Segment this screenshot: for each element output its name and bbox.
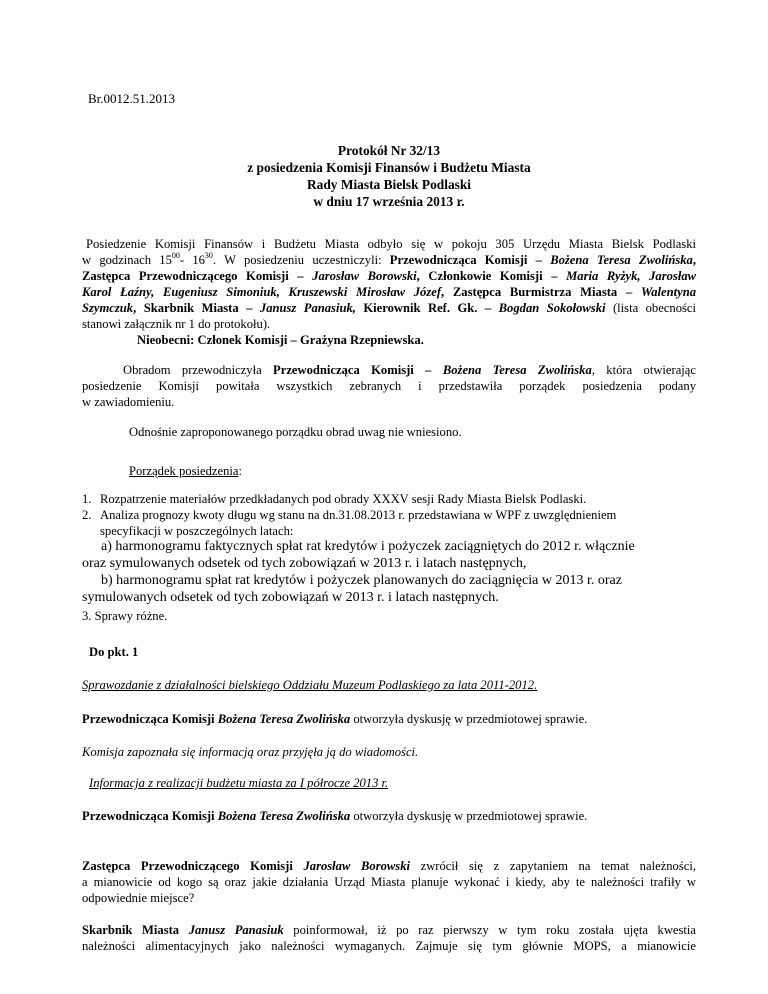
agenda-item-2: 2. Analiza prognozy kwoty długu wg stanu na dn.31.08.2013 r. przedstawiana w WPF z uwzględnieniem xyxy=(82,508,617,522)
title-line-3: Rady Miasta Bielsk Podlaski xyxy=(306,177,472,192)
section-pkt-1: Do pkt. 1 xyxy=(89,645,139,659)
intro-line-4: Karol Łaźny, Eugeniusz Simoniuk, Kruszewski Mirosław Józef, Zastępca Burmistrza Miasta – Walentyna xyxy=(82,285,696,299)
discussion-1: Przewodnicząca Komisji Bożena Teresa Zwolińska otworzyła dyskusję w przedmiotowej sprawie. xyxy=(82,712,588,726)
agenda-heading: Porządek posiedzenia: xyxy=(129,464,242,478)
title-line-2: z posiedzenia Komisji Finansów i Budżetu Miasta xyxy=(247,160,531,175)
question-line-3: odpowiednie miejsce? xyxy=(82,891,195,905)
absent-members: Nieobecni: Członek Komisji – Grażyna Rzepniewska. xyxy=(137,333,424,347)
agenda-item-2a: a) harmonogramu faktycznych spłat rat kredytów i pożyczek zaciągniętych do 2012 r. włącznie xyxy=(101,539,635,554)
answer-line-1: Skarbnik Miasta Janusz Panasiuk poinformował, iż po raz pierwszy w tym roku została ujęta kwestia xyxy=(82,923,696,937)
intro-line-6: stanowi załącznik nr 1 do protokołu). xyxy=(82,317,271,331)
discussion-2: Przewodnicząca Komisji Bożena Teresa Zwolińska otworzyła dyskusję w przedmiotowej sprawie. xyxy=(82,809,588,823)
agenda-item-2a-cont: oraz symulowanych odsetek od tych zobowiązań w 2013 r. i latach następnych, xyxy=(82,556,527,571)
title-line-4: w dniu 17 września 2013 r. xyxy=(313,194,465,209)
intro-line-3: Zastępca Przewodniczącego Komisji – Jarosław Borowski, Członkowie Komisji – Maria Ryżyk, Jarosław xyxy=(82,269,697,283)
agenda-item-2-cont: specyfikacji w poszczególnych latach: xyxy=(100,524,294,538)
question-line-2: a mianowicie od kogo są oraz jakie działania Urząd Miasta planuje wykonać i kiedy, aby te należności trafiły w xyxy=(82,875,696,889)
title-line-1: Protokół Nr 32/13 xyxy=(337,143,441,158)
agenda-item-2b: b) harmonogramu spłat rat kredytów i pożyczek planowanych do zaciągnięcia w 2013 r. oraz xyxy=(101,573,622,588)
agenda-item-2b-cont: symulowanych odsetek od tych zobowiązań w 2013 r. i latach następnych. xyxy=(82,590,499,605)
opening-line-3: w zawiadomieniu. xyxy=(82,395,175,409)
document-reference: Br.0012.51.2013 xyxy=(88,91,176,106)
intro-line-5: Szymczuk, Skarbnik Miasta – Janusz Panasiuk, Kierownik Ref. Gk. – Bogdan Sokołowski (lista obecności xyxy=(82,301,696,315)
answer-line-2: należności alimentacyjnych jako należności wymaganych. Zajmuje się tym głównie MOPS, a mianowicie xyxy=(82,939,696,953)
agenda-item-3: 3. Sprawy różne. xyxy=(82,609,168,623)
museum-report-title: Sprawozdanie z działalności bielskiego Oddziału Muzeum Podlaskiego za lata 2011-2012. xyxy=(82,678,538,692)
question-line-1: Zastępca Przewodniczącego Komisji Jarosław Borowski zwrócił się z zapytaniem na temat należności, xyxy=(82,859,696,873)
opening-line-1: Obradom przewodniczyła Przewodnicząca Komisji – Bożena Teresa Zwolińska, która otwierając xyxy=(123,363,696,377)
intro-line-1: Posiedzenie Komisji Finansów i Budżetu Miasta odbyło się w pokoju 305 Urzędu Miasta Bielsk Podlaski xyxy=(86,237,696,251)
budget-info-title: Informacja z realizacji budżetu miasta za I półrocze 2013 r. xyxy=(89,776,389,790)
acknowledged-text: Komisja zapoznała się informacją oraz przyjęła ją do wiadomości. xyxy=(82,745,419,759)
agenda-item-1: 1. Rozpatrzenie materiałów przedkładanych pod obrady XXXV sesji Rady Miasta Bielsk Podlaski. xyxy=(82,492,587,506)
intro-line-2: w godzinach $15^{00}-$ $16^{30}$. W posiedzeniu uczestniczyli: Przewodnicząca Komisji – Bożena Teresa Zwolińska, xyxy=(82,251,696,267)
no-remarks-text: Odnośnie zaproponowanego porządku obrad uwag nie wniesiono. xyxy=(129,425,462,439)
opening-line-2: posiedzenie Komisji powitała wszystkich zebranych i przedstawiła porządek posiedzenia podany xyxy=(82,379,696,393)
